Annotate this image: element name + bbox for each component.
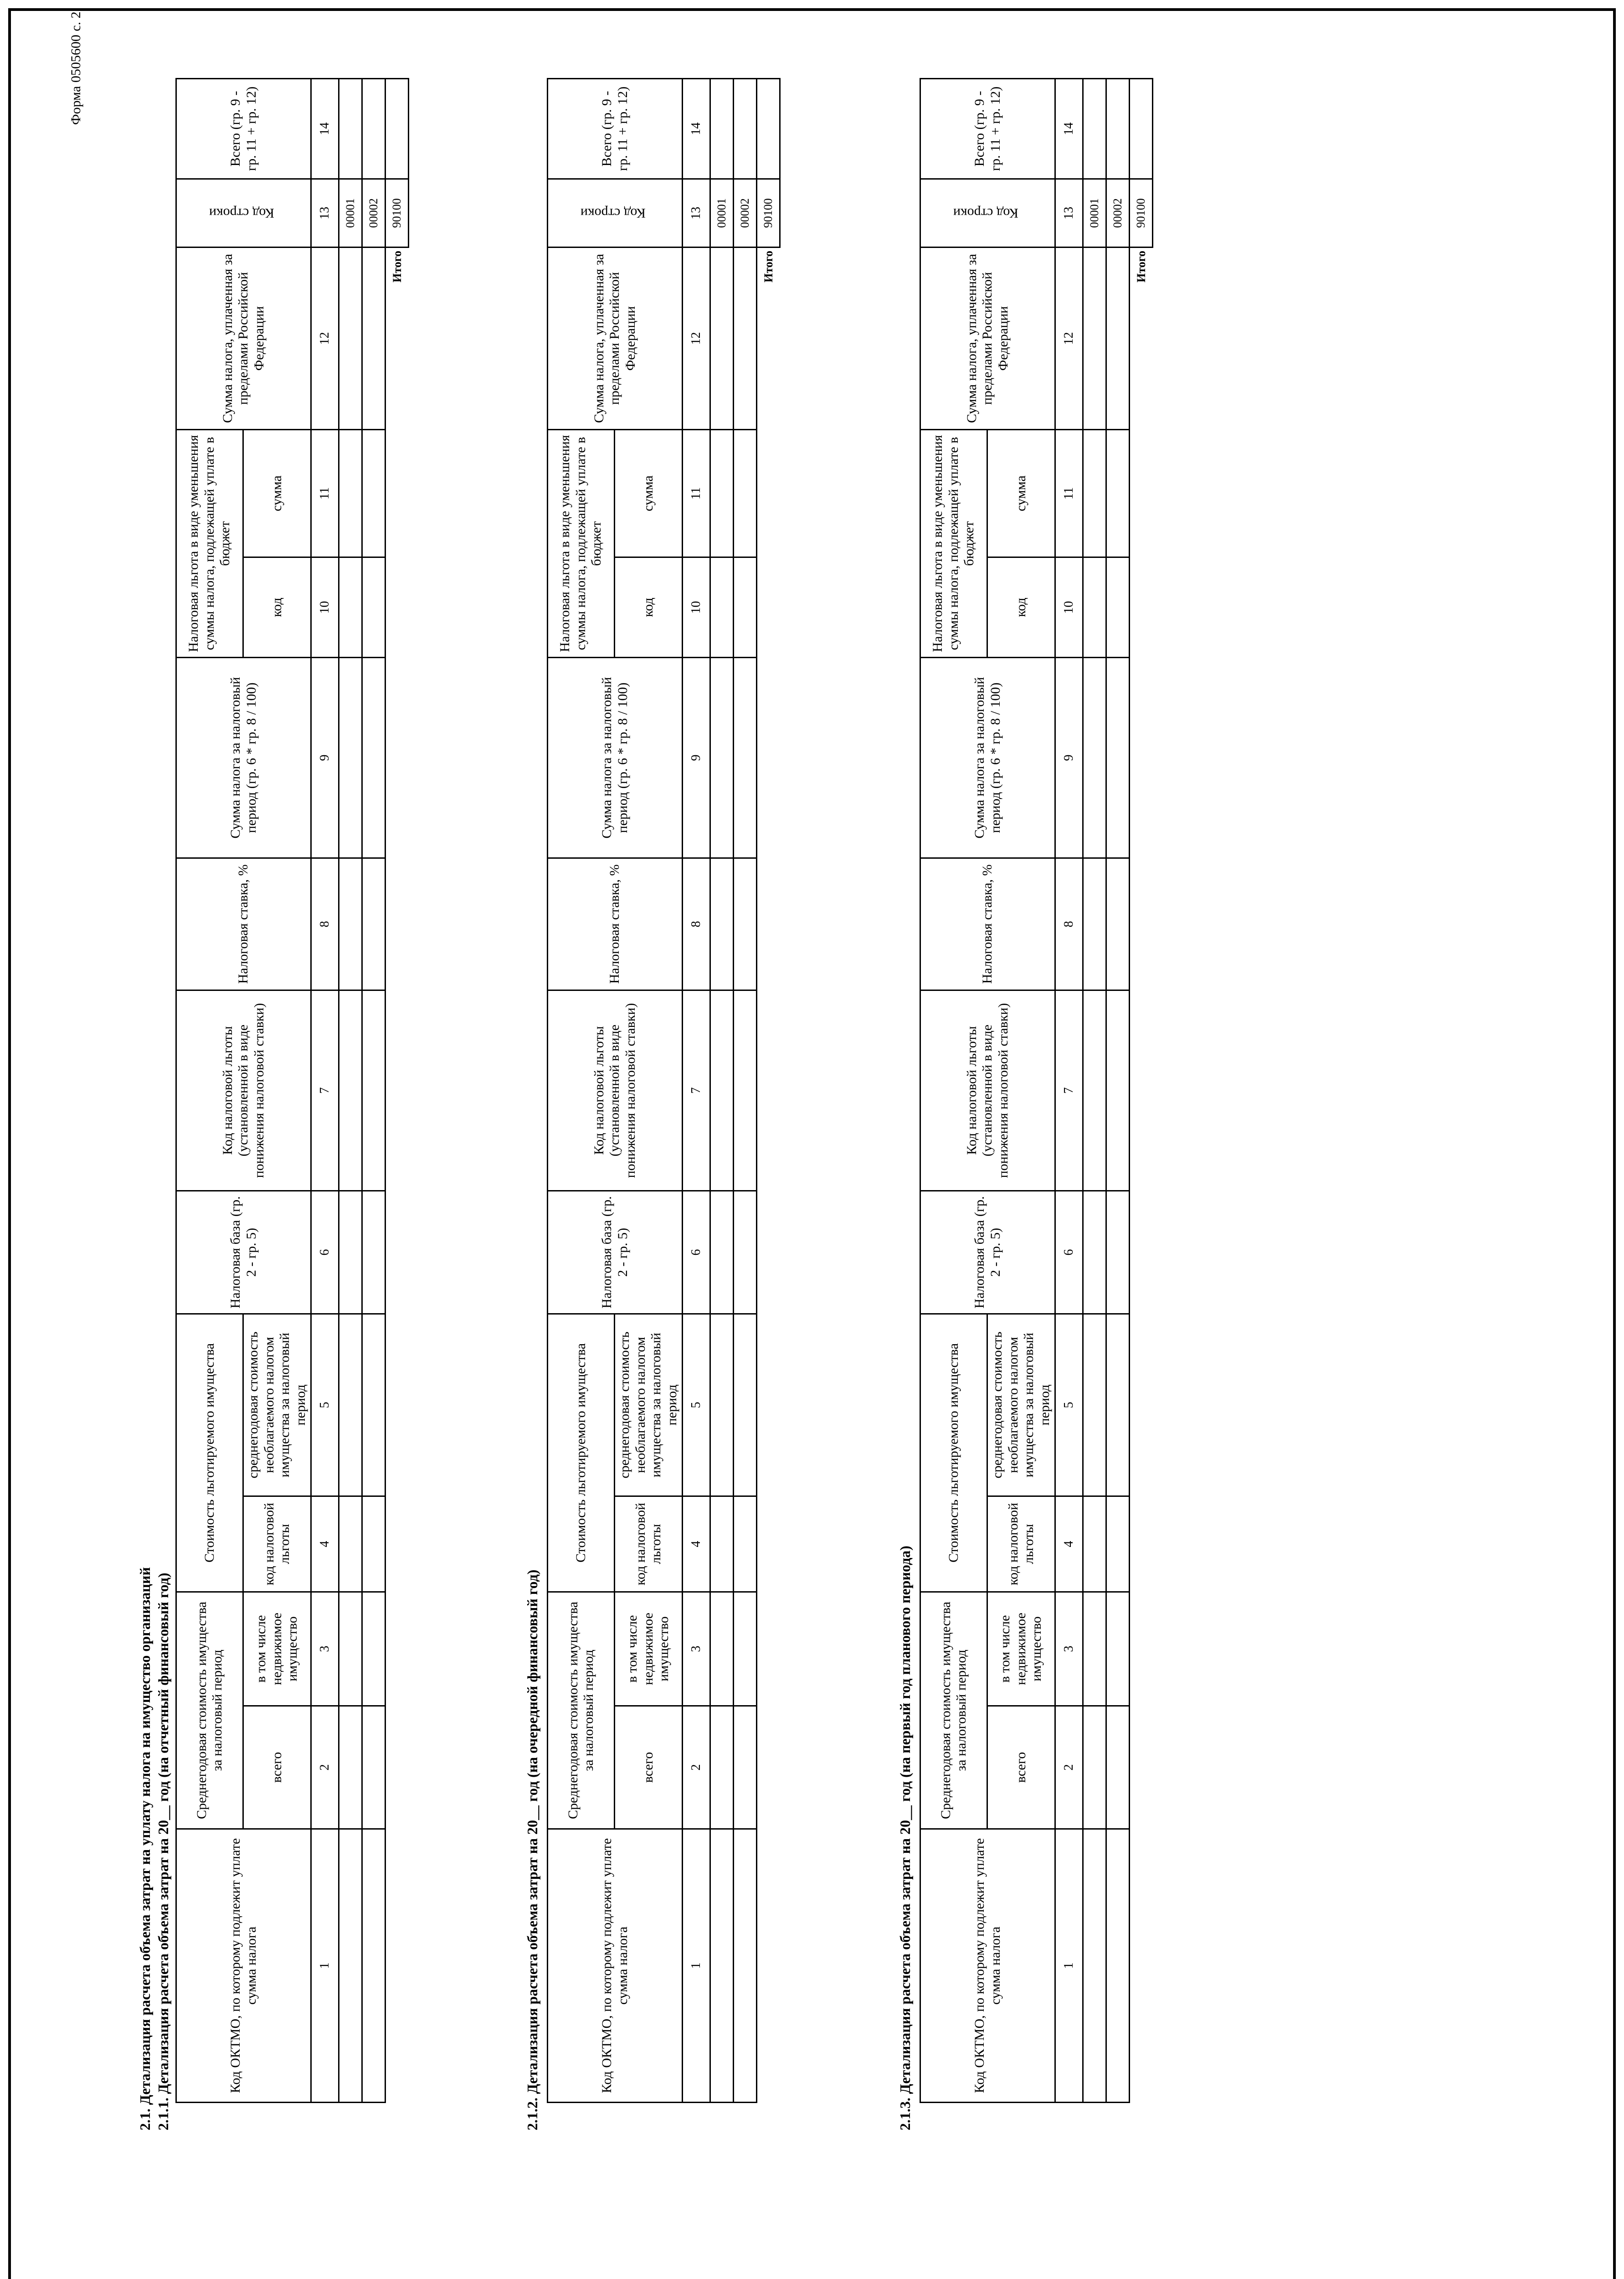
header-reduction-sum: сумма xyxy=(987,429,1055,557)
column-number: 10 xyxy=(311,557,339,657)
total-spacer xyxy=(757,429,780,2102)
data-cell xyxy=(339,858,362,990)
data-cell xyxy=(734,1829,757,2103)
data-cell xyxy=(339,557,362,657)
header-reduction-code: код xyxy=(243,557,311,657)
header-avg-realty: в том числе недвижимое имущество xyxy=(987,1592,1055,1706)
header-exempt-cost: Стоимость льготируемого имущества xyxy=(176,1314,243,1592)
data-cell xyxy=(1106,1829,1130,2103)
header-avg-realty: в том числе недвижимое имущество xyxy=(615,1592,683,1706)
data-cell xyxy=(1106,1496,1130,1592)
column-number: 9 xyxy=(1055,657,1083,858)
header-line-code-text: Код строки xyxy=(209,206,274,221)
data-cell xyxy=(1083,1829,1106,2103)
data-cell xyxy=(734,858,757,990)
header-benefit-reduction: Налоговая льгота в виде уменьшения суммы налога, подлежащей уплате в бюджет xyxy=(176,429,243,657)
header-benefit-reduction: Налоговая льгота в виде уменьшения суммы налога, подлежащей уплате в бюджет xyxy=(548,429,615,657)
header-oktmo: Код ОКТМО, по которому подлежит уплате сумма налога xyxy=(548,1829,683,2103)
data-cell xyxy=(710,557,734,657)
header-tax-sum: Сумма налога за налоговый период (гр. 6 * гр. 8 / 100) xyxy=(176,657,311,858)
data-cell xyxy=(362,657,385,858)
column-number: 8 xyxy=(311,858,339,990)
total-row xyxy=(385,78,409,2102)
table-row xyxy=(339,78,362,2102)
data-cell xyxy=(339,1829,362,2103)
column-number: 14 xyxy=(1055,78,1083,179)
data-cell xyxy=(710,1592,734,1706)
data-cell xyxy=(339,1592,362,1706)
data-cell xyxy=(734,1496,757,1592)
header-tax-abroad: Сумма налога, уплаченная за пределами Российской Федерации xyxy=(548,247,683,429)
subsection-title-3: 2.1.3. Детализация расчета объема затрат на 20__ год (на первый год планового периода) xyxy=(897,1546,913,2130)
data-cell xyxy=(362,1829,385,2103)
column-number: 6 xyxy=(311,1191,339,1314)
data-cell xyxy=(1083,1706,1106,1829)
header-avg-cost: Среднегодовая стоимость имущества за налоговый период xyxy=(920,1592,987,1829)
data-cell xyxy=(710,1314,734,1496)
header-oktmo: Код ОКТМО, по которому подлежит уплате сумма налога xyxy=(920,1829,1055,2103)
data-cell xyxy=(710,990,734,1191)
data-cell xyxy=(339,1314,362,1496)
data-cell xyxy=(362,858,385,990)
header-tax-rate: Налоговая ставка, % xyxy=(176,858,311,990)
column-number: 10 xyxy=(683,557,710,657)
column-number: 12 xyxy=(1055,247,1083,429)
header-benefit-code: Код налоговой льготы (установленной в виде понижения налоговой ставки) xyxy=(176,990,311,1191)
data-cell xyxy=(1083,657,1106,858)
column-number: 13 xyxy=(1055,179,1083,247)
data-cell xyxy=(339,429,362,557)
header-tax-abroad: Сумма налога, уплаченная за пределами Российской Федерации xyxy=(176,247,311,429)
table-row xyxy=(710,78,734,2102)
total-code: 90100 xyxy=(757,179,780,247)
table-row xyxy=(734,78,757,2102)
column-number: 4 xyxy=(1055,1496,1083,1592)
data-cell xyxy=(362,1592,385,1706)
column-number: 6 xyxy=(683,1191,710,1314)
row-code: 00002 xyxy=(734,179,757,247)
header-reduction-sum: сумма xyxy=(243,429,311,557)
data-cell xyxy=(1106,990,1130,1191)
column-number: 3 xyxy=(1055,1592,1083,1706)
data-cell xyxy=(710,1191,734,1314)
column-number: 12 xyxy=(311,247,339,429)
row-code: 00001 xyxy=(1083,179,1106,247)
header-oktmo: Код ОКТМО, по которому подлежит уплате сумма налога xyxy=(176,1829,311,2103)
column-number: 8 xyxy=(1055,858,1083,990)
header-exempt-code: код налоговой льготы xyxy=(243,1496,311,1592)
column-number: 12 xyxy=(683,247,710,429)
section-title: 2.1. Детализация расчета объема затрат на уплату налога на имущество организаций xyxy=(137,1567,153,2130)
data-cell xyxy=(734,1706,757,1829)
column-number: 5 xyxy=(1055,1314,1083,1496)
data-cell xyxy=(362,1706,385,1829)
row-code: 00002 xyxy=(1106,179,1130,247)
data-cell xyxy=(734,247,757,429)
subsection-title-2: 2.1.2. Детализация расчета объема затрат на 20__ год (на очередной финансовый год) xyxy=(524,1569,540,2130)
data-cell xyxy=(1083,78,1106,179)
data-cell xyxy=(1106,1592,1130,1706)
total-code: 90100 xyxy=(385,179,409,247)
data-cell xyxy=(1106,429,1130,557)
row-code: 00002 xyxy=(362,179,385,247)
data-cell xyxy=(734,78,757,179)
total-code: 90100 xyxy=(1130,179,1153,247)
data-cell xyxy=(339,1191,362,1314)
header-exempt-cost: Стоимость льготируемого имущества xyxy=(548,1314,615,1592)
data-cell xyxy=(1083,557,1106,657)
detail-table-1 xyxy=(175,78,409,2103)
header-total: Всего (гр. 9 - гр. 11 + гр. 12) xyxy=(548,78,683,179)
data-cell xyxy=(362,1191,385,1314)
data-cell xyxy=(1083,1314,1106,1496)
total-label: Итого xyxy=(1134,250,1148,283)
header-tax-base: Налоговая база (гр. 2 - гр. 5) xyxy=(548,1191,683,1314)
header-tax-rate: Налоговая ставка, % xyxy=(920,858,1055,990)
column-number: 11 xyxy=(311,429,339,557)
data-cell xyxy=(734,657,757,858)
header-tax-base: Налоговая база (гр. 2 - гр. 5) xyxy=(920,1191,1055,1314)
header-exempt-avg: среднегодовая стоимость необлагаемого налогом имущества за налоговый период xyxy=(243,1314,311,1496)
column-number: 8 xyxy=(683,858,710,990)
data-cell xyxy=(710,247,734,429)
data-cell xyxy=(710,1706,734,1829)
column-number: 14 xyxy=(683,78,710,179)
data-cell xyxy=(1106,1314,1130,1496)
column-number: 1 xyxy=(1055,1829,1083,2103)
header-avg-total: всего xyxy=(615,1706,683,1829)
row-code: 00001 xyxy=(710,179,734,247)
data-cell xyxy=(362,990,385,1191)
column-number: 13 xyxy=(683,179,710,247)
data-cell xyxy=(1083,1496,1106,1592)
data-cell xyxy=(710,1829,734,2103)
data-cell xyxy=(734,990,757,1191)
data-cell xyxy=(1106,657,1130,858)
column-number: 2 xyxy=(683,1706,710,1829)
data-cell xyxy=(362,557,385,657)
column-number: 9 xyxy=(311,657,339,858)
data-cell xyxy=(339,247,362,429)
data-cell xyxy=(362,78,385,179)
header-benefit-code: Код налоговой льготы (установленной в виде понижения налоговой ставки) xyxy=(920,990,1055,1191)
column-number: 4 xyxy=(683,1496,710,1592)
header-benefit-reduction: Налоговая льгота в виде уменьшения суммы налога, подлежащей уплате в бюджет xyxy=(920,429,987,657)
header-avg-cost: Среднегодовая стоимость имущества за налоговый период xyxy=(548,1592,615,1829)
column-number: 7 xyxy=(311,990,339,1191)
total-row xyxy=(1130,78,1153,2102)
header-reduction-sum: сумма xyxy=(615,429,683,557)
header-total: Всего (гр. 9 - гр. 11 + гр. 12) xyxy=(920,78,1055,179)
column-number: 11 xyxy=(683,429,710,557)
total-value xyxy=(385,78,409,179)
column-number: 1 xyxy=(311,1829,339,2103)
data-cell xyxy=(734,429,757,557)
total-value xyxy=(757,78,780,179)
data-cell xyxy=(710,657,734,858)
data-cell xyxy=(734,1191,757,1314)
column-number: 4 xyxy=(311,1496,339,1592)
data-cell xyxy=(339,1496,362,1592)
column-number: 7 xyxy=(683,990,710,1191)
table-row xyxy=(1106,78,1130,2102)
column-number: 13 xyxy=(311,179,339,247)
data-cell xyxy=(339,657,362,858)
data-cell xyxy=(362,1496,385,1592)
column-number: 3 xyxy=(683,1592,710,1706)
header-tax-rate: Налоговая ставка, % xyxy=(548,858,683,990)
header-exempt-code: код налоговой льготы xyxy=(615,1496,683,1592)
header-exempt-avg: среднегодовая стоимость необлагаемого налогом имущества за налоговый период xyxy=(987,1314,1055,1496)
header-tax-base: Налоговая база (гр. 2 - гр. 5) xyxy=(176,1191,311,1314)
total-spacer xyxy=(385,429,409,2102)
column-number: 14 xyxy=(311,78,339,179)
data-cell xyxy=(1106,1191,1130,1314)
data-cell xyxy=(1106,858,1130,990)
table-row xyxy=(362,78,385,2102)
data-cell xyxy=(1106,1706,1130,1829)
column-number: 7 xyxy=(1055,990,1083,1191)
data-cell xyxy=(362,247,385,429)
header-exempt-avg: среднегодовая стоимость необлагаемого налогом имущества за налоговый период xyxy=(615,1314,683,1496)
column-number: 11 xyxy=(1055,429,1083,557)
data-cell xyxy=(1083,1592,1106,1706)
data-cell xyxy=(734,1592,757,1706)
column-number: 5 xyxy=(683,1314,710,1496)
column-number: 3 xyxy=(311,1592,339,1706)
header-reduction-code: код xyxy=(615,557,683,657)
data-cell xyxy=(1106,78,1130,179)
data-cell xyxy=(734,557,757,657)
table-row xyxy=(1083,78,1106,2102)
detail-table-3 xyxy=(920,78,1153,2103)
column-number: 2 xyxy=(1055,1706,1083,1829)
header-avg-total: всего xyxy=(243,1706,311,1829)
header-line-code xyxy=(920,179,1055,247)
column-number: 10 xyxy=(1055,557,1083,657)
data-cell xyxy=(1083,429,1106,557)
header-tax-sum: Сумма налога за налоговый период (гр. 6 * гр. 8 / 100) xyxy=(920,657,1055,858)
data-cell xyxy=(339,990,362,1191)
header-reduction-code: код xyxy=(987,557,1055,657)
data-cell xyxy=(1083,247,1106,429)
form-number: Форма 0505600 с. 2 xyxy=(68,11,83,125)
total-label: Итого xyxy=(390,250,404,283)
header-exempt-code: код налоговой льготы xyxy=(987,1496,1055,1592)
header-exempt-cost: Стоимость льготируемого имущества xyxy=(920,1314,987,1592)
header-benefit-code: Код налоговой льготы (установленной в виде понижения налоговой ставки) xyxy=(548,990,683,1191)
column-number: 6 xyxy=(1055,1191,1083,1314)
data-cell xyxy=(1083,858,1106,990)
header-line-code xyxy=(548,179,683,247)
header-line-code-text: Код строки xyxy=(953,206,1018,221)
data-cell xyxy=(710,1496,734,1592)
header-line-code-text: Код строки xyxy=(580,206,646,221)
data-cell xyxy=(734,1314,757,1496)
header-total: Всего (гр. 9 - гр. 11 + гр. 12) xyxy=(176,78,311,179)
column-number: 5 xyxy=(311,1314,339,1496)
data-cell xyxy=(1106,247,1130,429)
data-cell xyxy=(1083,1191,1106,1314)
column-number: 9 xyxy=(683,657,710,858)
subsection-title-1: 2.1.1. Детализация расчета объема затрат на 20__ год (на отчетный финансовый год) xyxy=(155,1573,171,2130)
data-cell xyxy=(1083,990,1106,1191)
header-avg-cost: Среднегодовая стоимость имущества за налоговый период xyxy=(176,1592,243,1829)
data-cell xyxy=(339,78,362,179)
row-code: 00001 xyxy=(339,179,362,247)
data-cell xyxy=(362,1314,385,1496)
total-label: Итого xyxy=(761,250,775,283)
detail-table-2 xyxy=(547,78,781,2103)
total-value xyxy=(1130,78,1153,179)
total-row xyxy=(757,78,780,2102)
header-tax-abroad: Сумма налога, уплаченная за пределами Российской Федерации xyxy=(920,247,1055,429)
total-spacer xyxy=(1130,429,1153,2102)
data-cell xyxy=(339,1706,362,1829)
data-cell xyxy=(1106,557,1130,657)
data-cell xyxy=(710,858,734,990)
data-cell xyxy=(710,78,734,179)
data-cell xyxy=(362,429,385,557)
column-number: 2 xyxy=(311,1706,339,1829)
header-line-code xyxy=(176,179,311,247)
header-avg-realty: в том числе недвижимое имущество xyxy=(243,1592,311,1706)
column-number: 1 xyxy=(683,1829,710,2103)
header-avg-total: всего xyxy=(987,1706,1055,1829)
data-cell xyxy=(710,429,734,557)
header-tax-sum: Сумма налога за налоговый период (гр. 6 * гр. 8 / 100) xyxy=(548,657,683,858)
